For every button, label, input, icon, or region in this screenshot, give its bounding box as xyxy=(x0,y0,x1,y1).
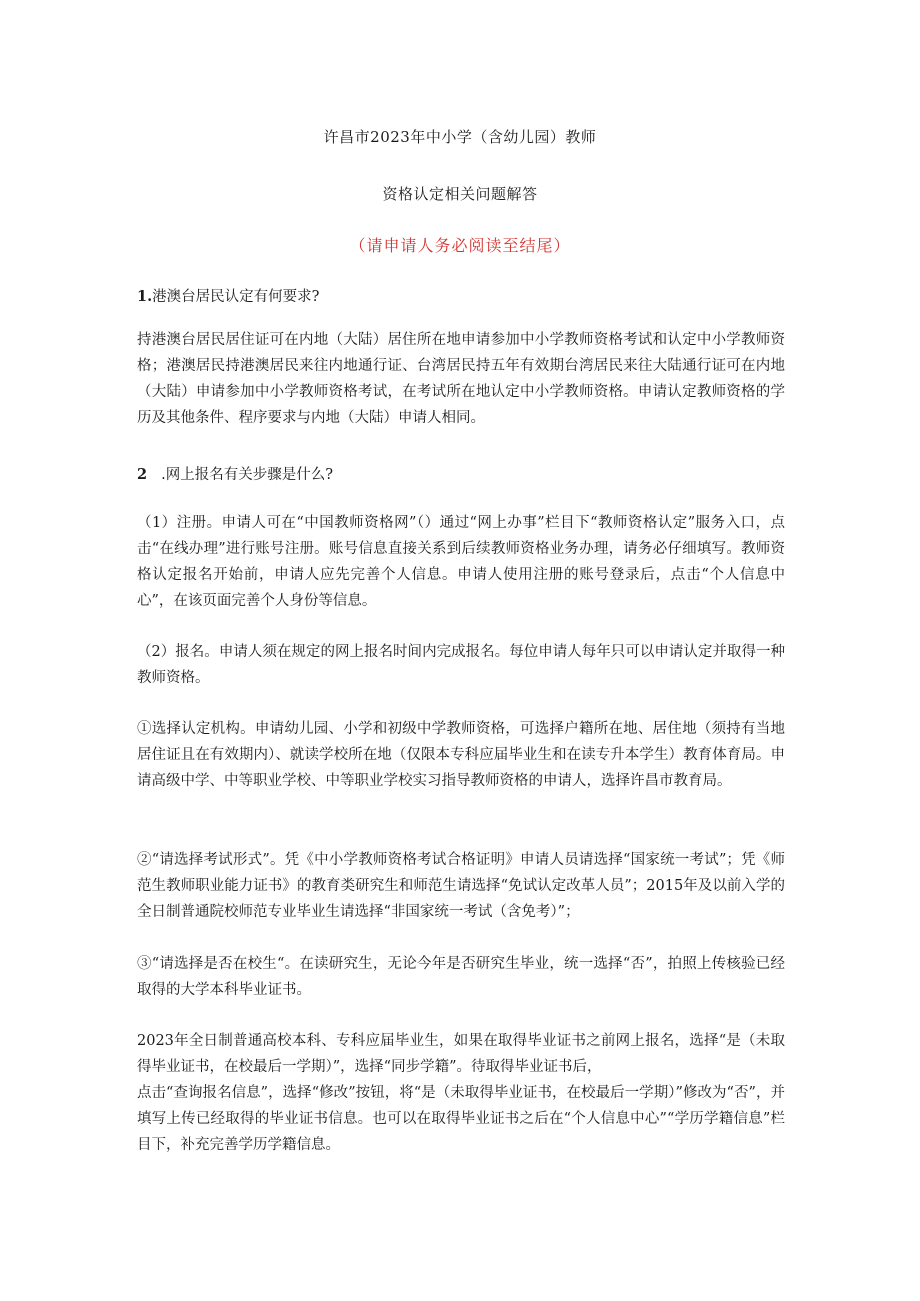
question-2-paragraph-exam-form: ②“请选择考试形式”。凭《中小学教师资格考试合格证明》申请人员请选择“国家统一考试”；凭《师范生教师职业能力证书》的教育类研究生和师范生请选择“免试认定改革人员”；2015年及以前入学的全日制普通院校师范专业毕业生请选择“非国家统一考试（含免考）”； xyxy=(137,852,785,920)
document-title-line1: 许昌市2023年中小学（含幼儿园）教师 xyxy=(323,128,597,146)
question-2-paragraph-apply: （2）报名。申请人须在规定的网上报名时间内完成报名。每位申请人每年只可以申请认定并取得一种教师资格。 xyxy=(137,644,785,686)
question-2-heading xyxy=(137,462,785,488)
question-2-paragraph-graduates-a: 2023年全日制普通高校本科、专科应届毕业生，如果在取得毕业证书之前网上报名，选择“是（未取得毕业证书，在校最后一学期）”，选择“同步学籍”。待取得毕业证书后， xyxy=(137,1033,785,1075)
question-1-text: 港澳台居民认定有何要求? xyxy=(152,289,320,305)
question-2-paragraph-institution: ①选择认定机构。申请幼儿园、小学和初级中学教师资格，可选择户籍所在地、居住地（须持有当地居住证且在有效期内）、就读学校所在地（仅限本专科应届毕业生和在读专升本学生）教育体育局。申请高级中学、中等职业学校、中等职业学校实习指导教师资格的申请人，选择许昌市教育局。 xyxy=(137,721,785,789)
reading-notice: （请申请人务必阅读至结尾） xyxy=(349,236,571,255)
document-title-line2: 资格认定相关问题解答 xyxy=(382,185,538,203)
question-2-text: .网上报名有关步骤是什么? xyxy=(161,467,333,483)
question-2-paragraph-register: （1）注册。申请人可在“中国教师资格网”（）通过“网上办事”栏目下“教师资格认定”服务入口，点击“在线办理”进行账号注册。账号信息直接关系到后续教师资格业务办理，请务必仔细填写。教师资格认定报名开始前，申请人应先完善个人信息。申请人使用注册的账号登录后，点击“个人信息中心”，在该页面完善个人身份等信息。 xyxy=(137,515,785,609)
question-1-number: 1. xyxy=(137,288,153,305)
question-2-paragraph-graduates-b: 点击“查询报名信息”，选择“修改”按钮，将“是（未取得毕业证书，在校最后一学期）”修改为“否”，并填写上传已经取得的毕业证书信息。也可以在取得毕业证书之后在“个人信息中心”“学历学籍信息”栏目下，补充完善学历学籍信息。 xyxy=(137,1085,785,1153)
question-2-paragraph-student-status: ③“请选择是否在校生“。在读研究生，无论今年是否研究生毕业，统一选择“否”，拍照上传核验已经取得的大学本科毕业证书。 xyxy=(137,956,785,998)
question-1-heading xyxy=(137,284,785,310)
question-2-number: 2 xyxy=(137,466,148,483)
question-1-answer: 持港澳台居民居住证可在内地（大陆）居住所在地申请参加中小学教师资格考试和认定中小学教师资格；港澳居民持港澳居民来往内地通行证、台湾居民持五年有效期台湾居民来往大陆通行证可在内地（大陆）申请参加中小学教师资格考试，在考试所在地认定中小学教师资格。申请认定教师资格的学历及其他条件、程序要求与内地（大陆）申请人相同。 xyxy=(137,332,785,426)
